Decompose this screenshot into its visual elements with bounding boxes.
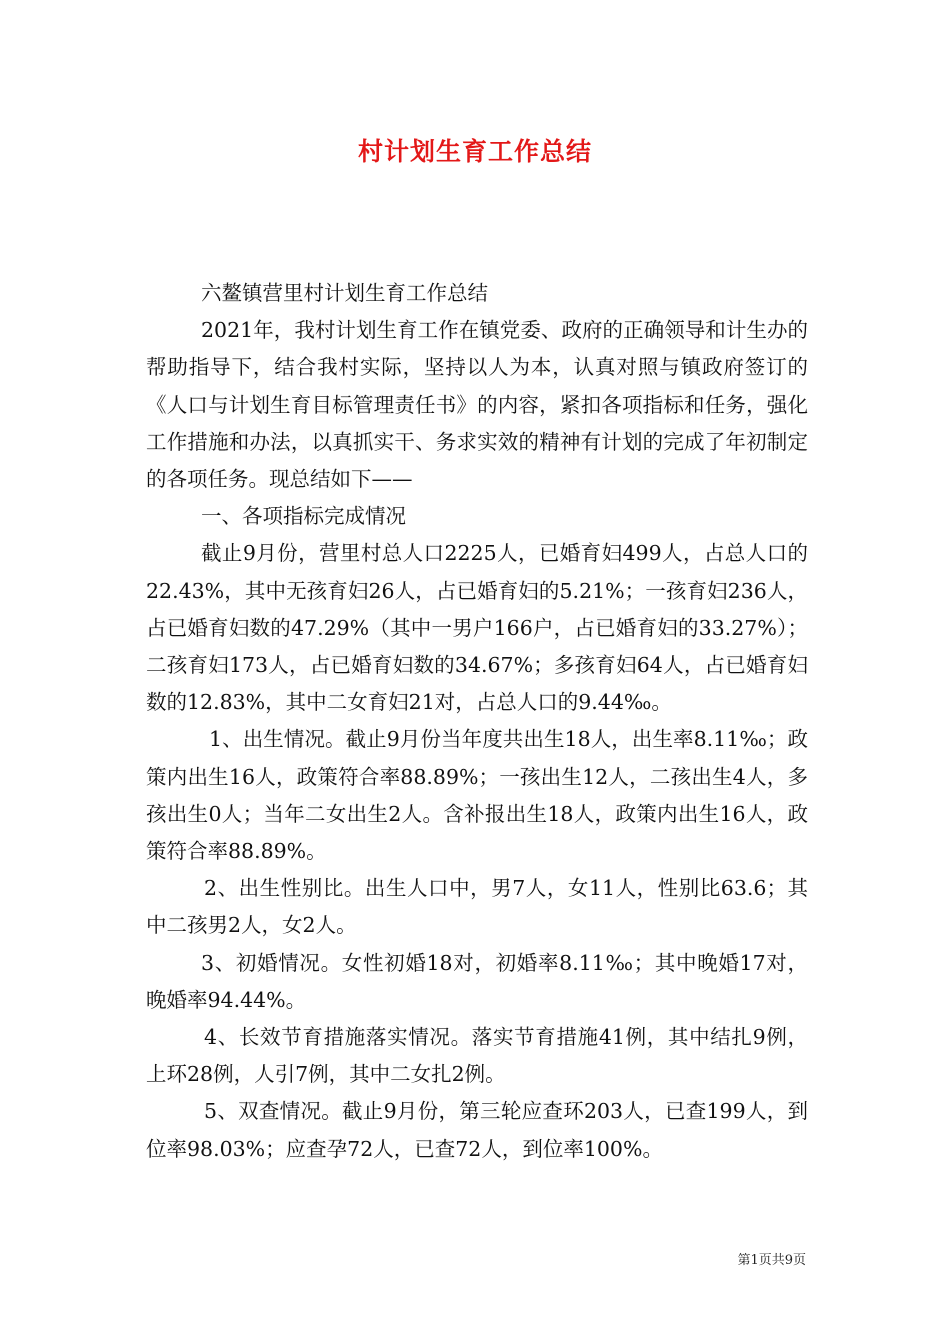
page-number: 第1页共9页 [737, 1253, 806, 1268]
intro-paragraph: 2021年，我村计划生育工作在镇党委、政府的正确领导和计生办的帮助指导下，结合我村实际，坚持以人为本，认真对照与镇政府签订的《人口与计划生育目标管理责任书》的内容，紧扣各项指标和任务，强化工作措施和办法，以真抓实干、务求实效的精神有计划的完成了年初制定的各项任务。现总结如下—— [146, 318, 808, 492]
contraception-paragraph: 4、长效节育措施落实情况。落实节育措施41例，其中结扎9例，上环28例，人引7例，其中二女扎2例。 [146, 1025, 808, 1087]
marriage-paragraph: 3、初婚情况。女性初婚18对，初婚率8.11‰；其中晚婚17对，晚婚率94.44%。 [146, 950, 808, 1012]
sex-ratio-paragraph: 2、出生性别比。出生人口中，男7人，女11人，性别比63.6；其中二孩男2人，女2人。 [146, 876, 808, 938]
check-paragraph: 5、双查情况。截止9月份，第三轮应查环203人，已查199人，到位率98.03%；应查孕72人，已查72人，到位率100%。 [146, 1099, 808, 1161]
subtitle-paragraph: 六鳌镇营里村计划生育工作总结 [201, 281, 488, 305]
document-title: 村计划生育工作总结 [357, 137, 592, 166]
document-body [146, 275, 808, 1168]
birth-paragraph: 1、出生情况。截止9月份当年度共出生18人，出生率8.11‰；政策内出生16人，政策符合率88.89%；一孩出生12人，二孩出生4人，多孩出生0人；当年二女出生2人。含补报出生18人，政策内出生16人，政策符合率88.89%。 [146, 727, 808, 864]
population-paragraph: 截止9月份，营里村总人口2225人，已婚育妇499人，占总人口的22.43%，其中无孩育妇26人，占已婚育妇的5.21%；一孩育妇236人，占已婚育妇数的47.29%（其中一男户166户，占已婚育妇的33.27%）；二孩育妇173人，占已婚育妇数的34.67%；多孩育妇64人，占已婚育妇数的12.83%，其中二女育妇21对，占总人口的9.44‰。 [146, 541, 808, 715]
section-heading: 一、各项指标完成情况 [201, 504, 406, 529]
